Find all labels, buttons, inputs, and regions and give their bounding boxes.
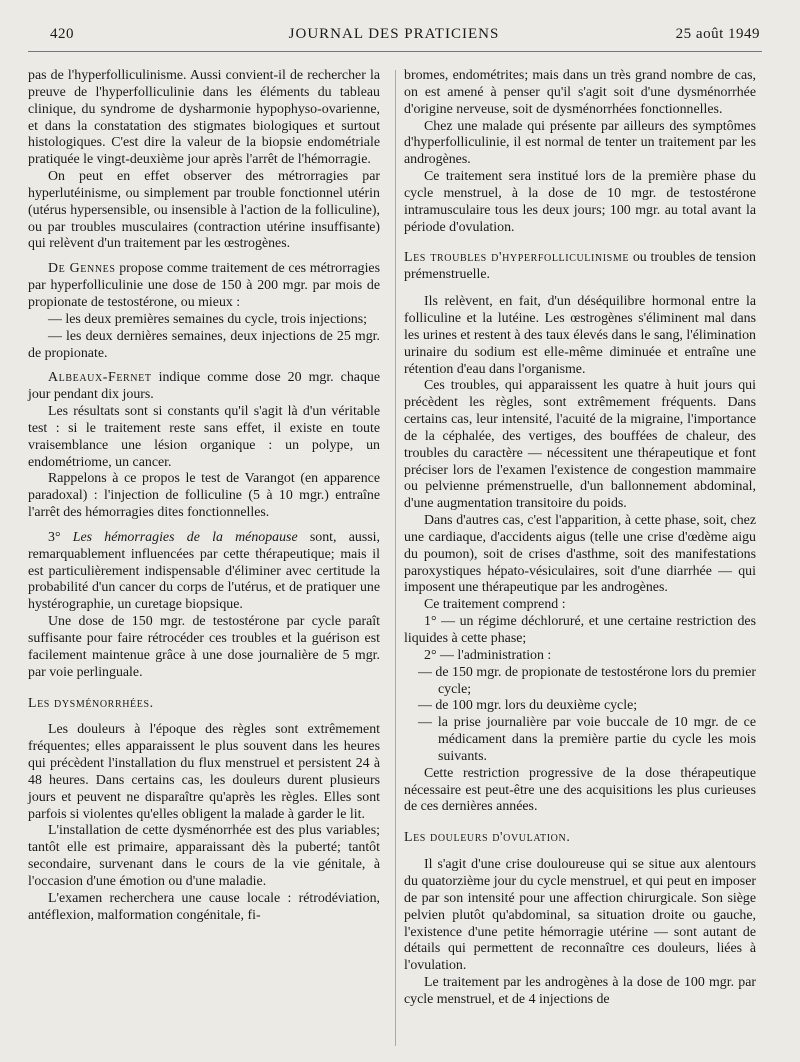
paragraph: Les résultats sont si constants qu'il s'agit là d'un véritable test : si le traitement reste sans effet, il existe en toute vraisemblance une lésion organique : un polype, un endométriome, un cancer. — [28, 404, 380, 470]
section-heading: Les troubles d'hyperfolliculinisme ou troubles de tension prémenstruelle. — [404, 250, 756, 283]
page-header — [28, 26, 760, 46]
right-column — [404, 68, 756, 1009]
subsection-title: Les hémorragies de la ménopause — [72, 529, 298, 545]
paragraph: L'installation de cette dysménorrhée est des plus variables; tantôt elle est primaire, apparaissant dès la puberté; tantôt secondaire, survenant dans le cours de la vie génitale, à l'occasion d'une émotion ou d'une maladie. — [28, 823, 380, 889]
list-subitem: — la prise journalière par voie buccale de 10 mgr. de ce médicament dans la première partie du cycle les mois suivants. — [418, 715, 756, 764]
left-column — [28, 68, 380, 925]
author-name: De Gennes — [48, 261, 116, 277]
paragraph: Ils relèvent, en fait, d'un déséquilibre hormonal entre la folliculine et la lutéine. Les œstrogènes s'éliminent mal dans les urines et restent à des taux élevés dans le sang, l'élimination urinaire du sodium est elle-même diminuée et entraîne une rétention d'eau dans l'organisme. — [404, 294, 756, 377]
paragraph: 3° Les hémorragies de la ménopause sont, aussi, remarquablement influencées par cette thérapeutique; mais il est particulièrement indispensable d'éliminer avec certitude la probabilité d'un cancer du corps de l'utérus, et de pratiquer une hystérographie, un curetage biopsique. — [28, 529, 380, 613]
paragraph: Chez une malade qui présente par ailleurs des symptômes d'hyperfolliculinie, il est normal de tenter un traitement par les androgènes. — [404, 118, 756, 168]
section-heading: Les dysménorrhées. — [28, 695, 154, 711]
column-divider — [395, 70, 396, 1046]
paragraph: Le traitement par les androgènes à la dose de 100 mgr. par cycle menstruel, et de 4 injections de — [404, 975, 756, 1007]
paragraph: Il s'agit d'une crise douloureuse qui se situe aux alentours du quatorzième jour du cycle menstruel, et qui peut en imposer de par son intensité pour une affection chirurgicale. Son siège pelvien plutôt qu'abdominal, sa situation droite ou gauche, l'existence d'une petite hémorragie utérine — sont autant de détails qui permettent de reconnaître ces douleurs, liées à l'ovulation. — [404, 857, 756, 974]
section-heading: Les douleurs d'ovulation. — [404, 830, 571, 846]
list-item: 1° — un régime déchloruré, et une certaine restriction des liquides à cette phase; — [404, 614, 756, 646]
list-item: — les deux premières semaines du cycle, trois injections; — [48, 311, 368, 327]
list-item: 2° — l'administration : — [424, 647, 552, 663]
paragraph: Albeaux-Fernet indique comme dose 20 mgr. chaque jour pendant dix jours. — [28, 370, 380, 403]
paragraph: L'examen recherchera une cause locale : rétrodéviation, antéflexion, malformation congénitale, fi- — [28, 890, 380, 923]
paragraph: De Gennes propose comme traitement de ces métrorragies par hyperfolliculinie une dose de 150 à 200 mgr. par mois de propionate de testostérone, ou mieux : — [28, 261, 380, 310]
paragraph: pas de l'hyperfolliculinisme. Aussi convient-il de rechercher la preuve de l'hyperfolliculinie dans les éléments du tableau clinique, du syndrome de dysharmonie hypophyso-ovarienne, et dans la constatation des stigmates biologiques et surtout histologiques. C'est dire la valeur de la biopsie endométriale pratiquée le vingt-deuxième jour après l'arrêt de l'hémorragie. — [28, 68, 380, 168]
paragraph: Ces troubles, qui apparaissent les quatre à huit jours qui précèdent les règles, sont extrêmement fréquents. Dans certains cas, leur intensité, l'acuité de la migraine, l'importance de la céphalée, des vertiges, des bouffées de chaleur, des troubles du caractère — nécessitent une thérapeutique et font préciser lors de l'examen l'existence de congestion mammaire ou pelvienne prémenstruelle, d'un ballonnement abdominal, d'une augmentation transitoire du poids. — [404, 378, 756, 512]
page-number: 420 — [50, 26, 74, 42]
paragraph: Dans d'autres cas, c'est l'apparition, à cette phase, soit, chez une cardiaque, d'accidents aigus (telle une crise d'œdème aigu du poumon), soit de crises d'asthme, soit des manifestations paroxystiques hépato-vésiculaires, soit d'une diarrhée — qui imposent une thérapeutique par les androgènes. — [404, 513, 756, 596]
header-rule — [28, 51, 762, 52]
paragraph: Ce traitement comprend : — [424, 597, 566, 613]
paragraph: Cette restriction progressive de la dose thérapeutique nécessaire est peut-être une des acquisitions les plus curieuses de ces dernières années. — [404, 765, 756, 815]
paragraph: Ce traitement sera institué lors de la première phase du cycle menstruel, à la dose de 10 mgr. de testostérone intramusculaire tous les deux jours; 100 mgr. au total avant la période d'ovulation. — [404, 169, 756, 235]
paragraph: Les douleurs à l'époque des règles sont extrêmement fréquentes; elles apparaissent le plus souvent dans les heures qui précèdent l'installation du flux menstruel et persistent 24 à 48 heures. Dans certains cas, les douleurs durent plusieurs jours et peuvent ne disparaître qu'après les règles. Elles sont parfois si violentes qu'elles obligent la malade à garder le lit. — [28, 722, 380, 822]
paragraph: Une dose de 150 mgr. de testostérone par cycle paraît suffisante pour faire rétrocéder ces troubles et la guérison est facilement maintenue grâce à une dose journalière de 5 mgr. par voie perlinguale. — [28, 614, 380, 680]
issue-date: 25 août 1949 — [675, 26, 760, 42]
paragraph: bromes, endométrites; mais dans un très grand nombre de cas, on est amené à penser qu'il s'agit soit d'une dysménorrhée d'origine nerveuse, soit de dysménorrhées fonctionnelles. — [404, 68, 756, 117]
author-name: Albeaux-Fernet — [48, 370, 152, 386]
list-subitem: — de 100 mgr. lors du deuxième cycle; — [418, 698, 638, 714]
paragraph: Rappelons à ce propos le test de Varangot (en apparence paradoxal) : l'injection de folliculine (5 à 10 mgr.) entraîne l'arrêt des hémorragies dites fonctionnelles. — [28, 471, 380, 521]
paragraph: On peut en effet observer des métrorragies par hyperlutéinisme, ou simplement par trouble fonctionnel utérin (utérus hypersensible, ou insensible à l'action de la folliculine), ou par troubles musculaires (contraction utérine insuffisante) qui relèvent d'un traitement par les œstrogènes. — [28, 169, 380, 252]
journal-title: JOURNAL DES PRATICIENS — [288, 26, 500, 42]
list-item: — les deux dernières semaines, deux injections de 25 mgr. de propionate. — [28, 328, 380, 361]
list-subitem: — de 150 mgr. de propionate de testostérone lors du premier cycle; — [418, 664, 756, 697]
